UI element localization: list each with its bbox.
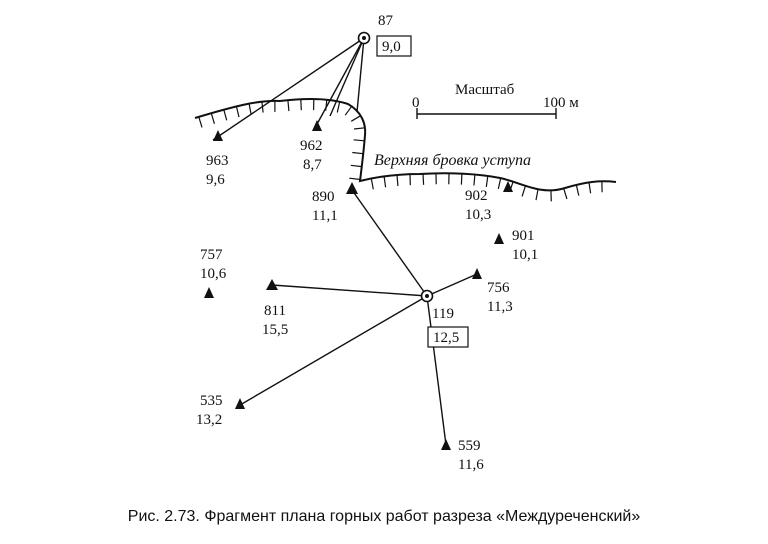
point-elevation-756: 11,3 (487, 299, 513, 315)
edge-hatch-tick (397, 175, 398, 186)
triangle-marker-559 (441, 439, 451, 450)
scale-start-label: 0 (412, 95, 420, 111)
edge-hatch-tick (349, 178, 360, 179)
point-label-535: 535 (200, 393, 223, 409)
edge-hatch-tick (589, 182, 591, 193)
scale-title: Масштаб (455, 82, 515, 98)
edge-hatch-tick (345, 106, 352, 115)
edge-hatch-tick (236, 106, 239, 117)
point-label-559: 559 (458, 438, 481, 454)
figure-caption: Рис. 2.73. Фрагмент плана горных работ разреза «Междуреченский» (127, 508, 641, 525)
point-label-901: 901 (512, 228, 535, 244)
line-119-811 (272, 285, 427, 296)
point-label-811: 811 (264, 303, 286, 319)
point-label-963: 963 (206, 153, 229, 169)
line-87-962 (316, 38, 364, 126)
edge-hatch-tick (522, 186, 525, 197)
edge-hatch-tick (564, 188, 567, 199)
edge-hatch-tick (486, 176, 488, 187)
edge-hatch-tick (384, 176, 386, 187)
edge-hatch-tick (301, 99, 302, 110)
edge-hatch-tick (211, 113, 214, 124)
edge-hatch-tick (224, 110, 227, 121)
survey-lines (213, 38, 477, 445)
bench-edge-line (195, 99, 616, 190)
point-elevation-902: 10,3 (465, 207, 492, 223)
triangle-marker-757 (204, 287, 214, 298)
triangle-marker-890 (346, 182, 358, 194)
point-elevation-890: 11,1 (312, 208, 338, 224)
edge-hatch-tick (288, 100, 289, 111)
triangle-marker-901 (494, 233, 504, 244)
point-elevation-535: 13,2 (196, 412, 223, 428)
bench-edge-label: Верхняя бровка уступа (374, 152, 532, 169)
edge-hatch-tick (354, 140, 365, 141)
triangle-marker-963 (213, 130, 223, 141)
point-markers (204, 120, 513, 450)
station-label-119: 119 (432, 306, 454, 322)
station-elevation-119: 12,5 (433, 330, 460, 346)
edge-hatch-tick (337, 102, 339, 113)
point-elevation-962: 8,7 (303, 157, 322, 173)
point-label-962: 962 (300, 138, 323, 154)
station-119-symbol (422, 291, 433, 302)
edge-hatch-tick (498, 178, 500, 189)
edge-hatch-tick (352, 153, 363, 154)
point-elevation-963: 9,6 (206, 172, 225, 188)
triangle-marker-756 (472, 268, 482, 279)
edge-hatch-tick (536, 189, 538, 200)
edge-hatch-tick (249, 104, 251, 115)
point-elevation-757: 10,6 (200, 266, 227, 282)
point-elevation-559: 11,6 (458, 457, 484, 473)
station-87-symbol (359, 33, 370, 44)
edge-hatch-tick (371, 179, 373, 190)
station-label-87: 87 (378, 13, 393, 29)
edge-hatch-tick (351, 116, 360, 122)
scale-end-label: 100 м (543, 95, 579, 111)
edge-hatch-tick (199, 117, 202, 128)
station-elevation-87: 9,0 (382, 39, 401, 55)
point-label-890: 890 (312, 189, 335, 205)
line-119-756 (427, 274, 477, 296)
triangle-marker-962 (312, 120, 322, 131)
edge-hatch-tick (576, 185, 579, 196)
line-119-890 (352, 190, 427, 296)
edge-hatch-tick (351, 165, 362, 166)
scale-bar (417, 108, 556, 119)
point-label-902: 902 (465, 188, 488, 204)
edge-hatch-tick (354, 128, 365, 129)
point-elevation-901: 10,1 (512, 247, 539, 263)
triangle-marker-811 (266, 279, 278, 290)
point-elevation-811: 15,5 (262, 322, 289, 338)
edge-hatch-tick (474, 175, 475, 186)
edge-hatch-tick (461, 174, 462, 185)
edge-hatch-tick (423, 174, 424, 185)
point-label-756: 756 (487, 280, 510, 296)
point-label-757: 757 (200, 247, 223, 263)
